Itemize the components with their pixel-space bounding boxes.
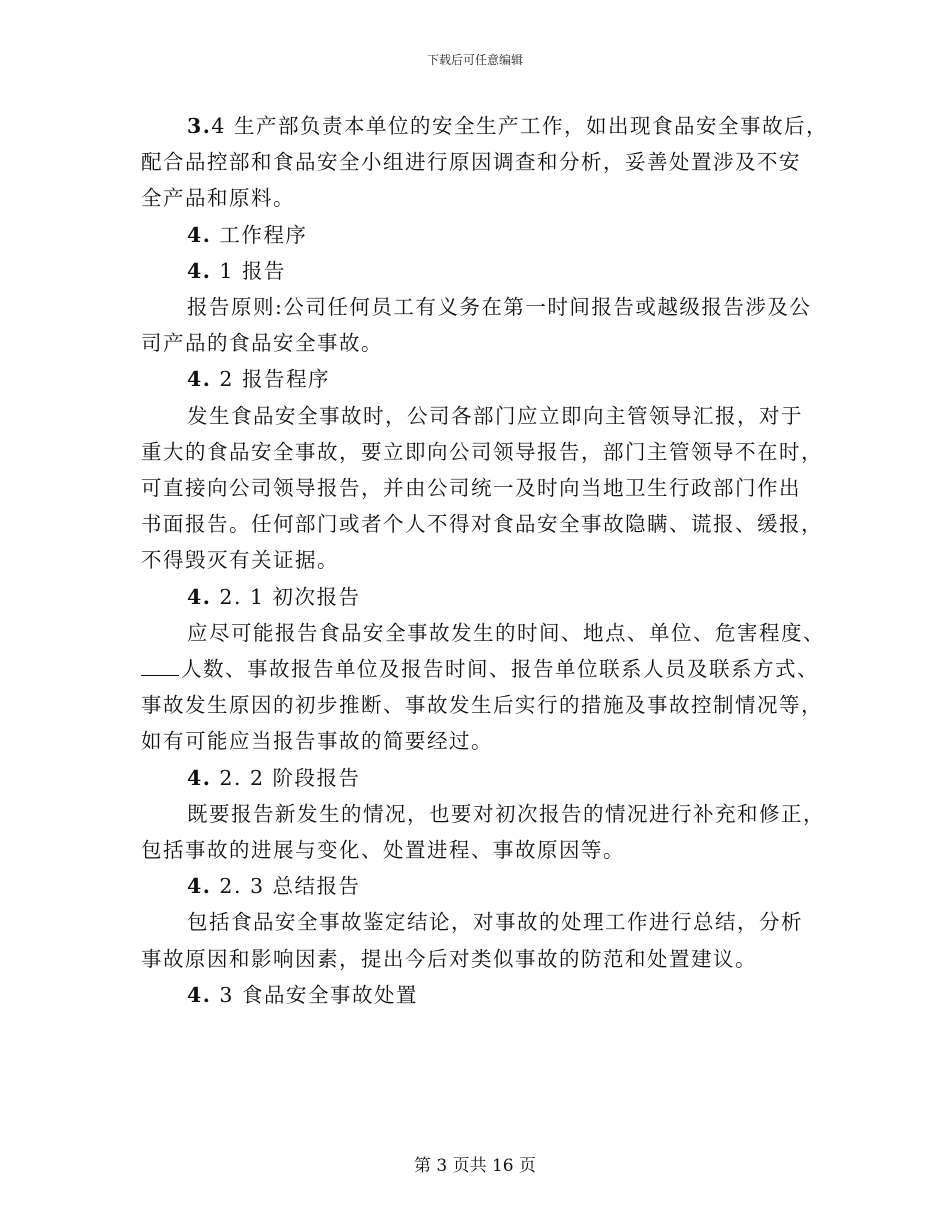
heading-text: 2. 2 阶段报告 bbox=[211, 765, 361, 790]
paragraph-report-procedure bbox=[141, 398, 823, 579]
text-line: 如有可能应当报告事故的简要经过。 bbox=[141, 729, 493, 754]
text-line: 重大的食品安全事故，要立即向公司领导报告，部门主管领导不在时， bbox=[141, 439, 823, 464]
text-line: 包括事故的进展与变化、处置进程、事故原因等。 bbox=[141, 838, 625, 863]
section-number: 4. bbox=[187, 367, 212, 392]
paragraph-report-principle bbox=[141, 289, 811, 361]
paragraph-summary-report bbox=[141, 904, 811, 976]
heading-4-2 bbox=[141, 361, 811, 397]
section-number: 4. bbox=[187, 765, 212, 790]
page-footer: 第 3 页共 16 页 bbox=[413, 1156, 537, 1176]
section-number: 4. bbox=[187, 584, 212, 609]
paragraph-initial-report bbox=[141, 615, 825, 760]
heading-text: 1 报告 bbox=[211, 258, 286, 283]
section-number: 4. bbox=[187, 982, 212, 1007]
section-number: 4. bbox=[187, 222, 212, 247]
text-line: 人数、事故报告单位及报告时间、报告单位联系人员及联系方式、 bbox=[181, 657, 819, 682]
heading-text: 2. 1 初次报告 bbox=[211, 584, 361, 609]
heading-text: 2 报告程序 bbox=[211, 367, 330, 392]
heading-4-1 bbox=[141, 253, 811, 289]
heading-4 bbox=[141, 217, 811, 253]
heading-text: 2. 3 总结报告 bbox=[211, 874, 361, 899]
heading-4-3 bbox=[141, 977, 811, 1013]
heading-4-2-1 bbox=[141, 579, 811, 615]
text-line: 不得毁灭有关证据。 bbox=[141, 548, 339, 573]
section-number: 3. bbox=[187, 114, 212, 138]
text-line: 事故发生原因的初步推断、事故发生后实行的措施及事故控制情况等， bbox=[141, 693, 823, 718]
page-header: 下载后可任意编辑 bbox=[426, 53, 523, 67]
text-line: 全产品和原料。 bbox=[141, 186, 295, 211]
heading-4-2-3 bbox=[141, 868, 811, 904]
section-number: 4. bbox=[187, 258, 212, 283]
text-line: 4 生产部负责本单位的安全生产工作，如出现食品安全事故后， bbox=[211, 114, 828, 138]
document-body bbox=[141, 108, 828, 1013]
text-line: 既要报告新发生的情况，也要对初次报告的情况进行补充和修正， bbox=[187, 801, 825, 826]
text-line: 配合品控部和食品安全小组进行原因调查和分析，妥善处置涉及不安 bbox=[141, 150, 801, 175]
heading-4-2-2 bbox=[141, 760, 811, 796]
heading-text: 工作程序 bbox=[211, 222, 308, 247]
section-number: 4. bbox=[187, 874, 212, 899]
text-line: 可直接向公司领导报告，并由公司统一及时向当地卫生行政部门作出 bbox=[141, 476, 801, 501]
text-line: 书面报告。任何部门或者个人不得对食品安全事故隐瞒、谎报、缓报， bbox=[141, 512, 823, 537]
paragraph-stage-report bbox=[141, 796, 825, 868]
text-line: 司产品的食品安全事故。 bbox=[141, 331, 383, 356]
text-line: 应尽可能报告食品安全事故发生的时间、地点、单位、危害程度、 bbox=[187, 620, 825, 645]
heading-text: 3 食品安全事故处置 bbox=[211, 982, 418, 1007]
text-line: 发生食品安全事故时，公司各部门应立即向主管领导汇报，对于 bbox=[187, 403, 803, 428]
text-line: 包括食品安全事故鉴定结论，对事故的处理工作进行总结，分析 bbox=[187, 910, 803, 935]
paragraph-3-4 bbox=[141, 108, 828, 217]
text-line: 报告原则:公司任何员工有义务在第一时间报告或越级报告涉及公 bbox=[187, 295, 812, 320]
text-line: 事故原因和影响因素，提出今后对类似事故的防范和处置建议。 bbox=[141, 946, 757, 971]
fill-in-blank bbox=[141, 655, 179, 676]
